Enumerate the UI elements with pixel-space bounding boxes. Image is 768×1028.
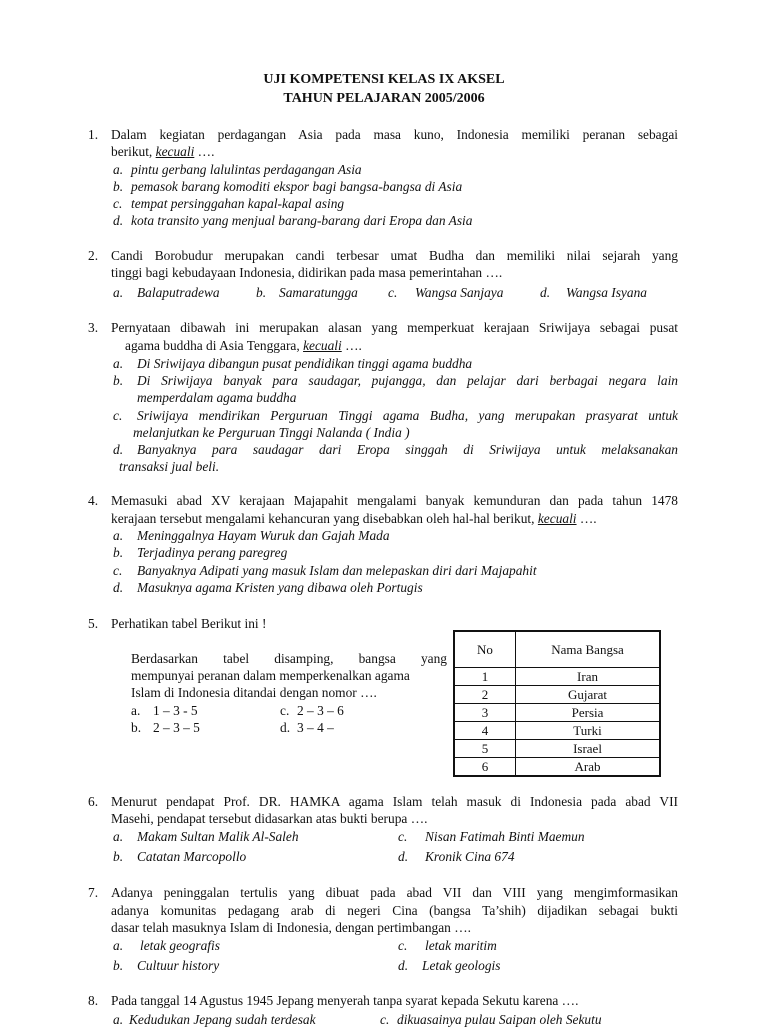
option-label: d. — [280, 720, 291, 735]
table-cell: Persia — [516, 704, 660, 722]
option-label: c. — [113, 196, 123, 211]
option-label: c. — [280, 703, 290, 718]
question-number: 6. — [88, 794, 99, 809]
nations-table — [454, 631, 660, 776]
option-text: Meninggalnya Hayam Wuruk dan Gajah Mada — [137, 528, 390, 543]
option-label: a. — [113, 162, 124, 177]
option-label: d. — [540, 285, 551, 300]
option-text: Catatan Marcopollo — [137, 849, 247, 864]
table-cell: Gujarat — [516, 686, 660, 704]
option-text: Terjadinya perang paregreg — [137, 545, 288, 560]
keyword-kecuali: kecuali — [155, 144, 195, 159]
option-text: 2 – 3 – 6 — [297, 703, 344, 718]
question-text: Memasuki abad XV kerajaan Majapahit mengalami banyak kemunduran dan pada tahun 1478 — [111, 493, 678, 508]
option-label: a. — [113, 938, 124, 953]
option-text: Wangsa Sanjaya — [415, 285, 504, 300]
option-text: kota transito yang menjual barang-barang dari Eropa dan Asia — [131, 213, 473, 228]
option-text: Samaratungga — [279, 285, 358, 300]
option-label: b. — [113, 179, 124, 194]
keyword-kecuali: kecuali — [303, 338, 342, 353]
table-row — [455, 758, 660, 776]
option-label: a. — [113, 528, 124, 543]
option-label: b. — [113, 373, 124, 388]
option-text: Makam Sultan Malik Al-Saleh — [137, 829, 299, 844]
table-row — [455, 668, 660, 686]
question-text: Pada tanggal 14 Agustus 1945 Jepang menyerah tanpa syarat kepada Sekutu karena …. — [111, 993, 579, 1008]
option-text: Banyaknya Adipati yang masuk Islam dan melepaskan diri dari Majapahit — [137, 563, 537, 578]
option-text: Balaputradewa — [137, 285, 220, 300]
option-label: a. — [113, 285, 124, 300]
option-text: Wangsa Isyana — [566, 285, 647, 300]
option-text: dikuasainya pulau Saipan oleh Sekutu — [397, 1012, 602, 1027]
option-label: d. — [113, 442, 124, 457]
table-cell: Turki — [516, 722, 660, 740]
question-number: 4. — [88, 493, 99, 508]
question-text: Candi Borobudur merupakan candi terbesar umat Budha dan memiliki nilai sejarah yang — [111, 248, 678, 263]
option-label: d. — [113, 213, 124, 228]
table-cell: Israel — [516, 740, 660, 758]
question-text: agama buddha di Asia Tenggara, kecuali …. — [125, 338, 362, 353]
table-cell: 1 — [455, 668, 516, 686]
option-text: pemasok barang komoditi ekspor bagi bangsa-bangsa di Asia — [131, 179, 463, 194]
option-text: memperdalam agama buddha — [137, 390, 297, 405]
option-text: Banyaknya para saudagar dari Eropa singgah di Sriwijaya untuk melaksanakan — [137, 442, 678, 457]
option-label: c. — [113, 408, 123, 423]
option-label: c. — [388, 285, 398, 300]
option-label: a. — [113, 829, 124, 844]
table-cell: Iran — [516, 668, 660, 686]
question-text: adanya komunitas pedagang arab di negeri Cina (bangsa Ta’shih) dijadikan sebagai bukti — [111, 903, 678, 918]
keyword-kecuali: kecuali — [537, 511, 577, 526]
option-text: Di Sriwijaya banyak para saudagar, pujangga, dan pelajar dari berbagai negara lain — [137, 373, 678, 388]
question-paragraph: Islam di Indonesia ditandai dengan nomor …. — [131, 685, 377, 700]
table-row — [455, 740, 660, 758]
question-text: tinggi bagi kebudayaan Indonesia, didirikan pada masa pemerintahan …. — [111, 265, 503, 280]
table-row — [455, 686, 660, 704]
option-text: Nisan Fatimah Binti Maemun — [425, 829, 585, 844]
question-text: Adanya peninggalan tertulis yang dibuat pada abad VII dan VIII yang mengimformasikan — [111, 885, 678, 900]
option-label: c. — [113, 563, 123, 578]
option-text: letak maritim — [425, 938, 497, 953]
option-label: d. — [113, 580, 124, 595]
option-label: b. — [256, 285, 267, 300]
option-label: a. — [113, 1012, 124, 1027]
table-cell: 5 — [455, 740, 516, 758]
question-paragraph: mempunyai peranan dalam memperkenalkan agama — [131, 668, 410, 683]
question-text: Menurut pendapat Prof. DR. HAMKA agama Islam telah masuk di Indonesia pada abad VII — [111, 794, 678, 809]
option-label: a. — [113, 356, 124, 371]
option-text: letak geografis — [140, 938, 220, 953]
option-text: melanjutkan ke Perguruan Tinggi Nalanda ( India ) — [133, 425, 410, 440]
question-number: 2. — [88, 248, 99, 263]
option-text: Kedudukan Jepang sudah terdesak — [129, 1012, 316, 1027]
option-label: c. — [380, 1012, 390, 1027]
option-text: transaksi jual beli. — [119, 459, 220, 474]
question-text: kerajaan tersebut mengalami kehancuran yang disebabkan oleh hal-hal berikut, kecuali …. — [111, 511, 597, 526]
option-label: a. — [131, 703, 141, 718]
table-cell: 6 — [455, 758, 516, 776]
option-text: 1 – 3 - 5 — [153, 703, 198, 718]
option-text: 2 – 3 – 5 — [153, 720, 200, 735]
option-label: c. — [398, 938, 408, 953]
table-header-row — [455, 632, 660, 668]
question-text: berikut, kecuali …. — [111, 144, 215, 159]
table-row — [455, 722, 660, 740]
option-text: Masuknya agama Kristen yang dibawa oleh Portugis — [137, 580, 423, 595]
table-cell: 4 — [455, 722, 516, 740]
question-text: Masehi, pendapat tersebut didasarkan atas bukti berupa …. — [111, 811, 428, 826]
option-label: d. — [398, 958, 409, 973]
exam-subtitle: TAHUN PELAJARAN 2005/2006 — [283, 91, 485, 106]
option-label: d. — [398, 849, 409, 864]
question-text: Dalam kegiatan perdagangan Asia pada masa kuno, Indonesia memiliki peranan sebagai — [111, 127, 678, 142]
option-label: b. — [113, 545, 124, 560]
question-number: 1. — [88, 127, 99, 142]
exam-title: UJI KOMPETENSI KELAS IX AKSEL — [263, 72, 505, 87]
option-label: b. — [113, 849, 124, 864]
option-label: c. — [398, 829, 408, 844]
question-paragraph: Berdasarkan tabel disamping, bangsa yang — [131, 651, 447, 666]
question-number: 5. — [88, 616, 99, 631]
option-text: tempat persinggahan kapal-kapal asing — [131, 196, 345, 211]
question-text: Perhatikan tabel Berikut ini ! — [111, 616, 267, 631]
option-text: Cultuur history — [137, 958, 220, 973]
option-label: b. — [113, 958, 124, 973]
option-text: Sriwijaya mendirikan Perguruan Tinggi agama Budha, yang merupakan prasyarat untuk — [137, 408, 678, 423]
option-label: b. — [131, 720, 142, 735]
table-cell: 2 — [455, 686, 516, 704]
table-cell: 3 — [455, 704, 516, 722]
option-text: 3 – 4 – — [297, 720, 334, 735]
option-text: Letak geologis — [422, 958, 501, 973]
table-header: No — [455, 632, 516, 668]
question-text: Pernyataan dibawah ini merupakan alasan yang memperkuat kerajaan Sriwijaya sebagai pusat — [111, 320, 678, 335]
option-text: pintu gerbang lalulintas perdagangan Asia — [131, 162, 362, 177]
question-number: 3. — [88, 320, 99, 335]
option-text: Di Sriwijaya dibangun pusat pendidikan tinggi agama buddha — [137, 356, 473, 371]
question-number: 7. — [88, 885, 99, 900]
table-cell: Arab — [516, 758, 660, 776]
table-row — [455, 704, 660, 722]
option-text: Kronik Cina 674 — [425, 849, 515, 864]
question-text: dasar telah masuknya Islam di Indonesia, dengan pertimbangan …. — [111, 920, 471, 935]
table-header: Nama Bangsa — [516, 632, 660, 668]
question-number: 8. — [88, 993, 99, 1008]
